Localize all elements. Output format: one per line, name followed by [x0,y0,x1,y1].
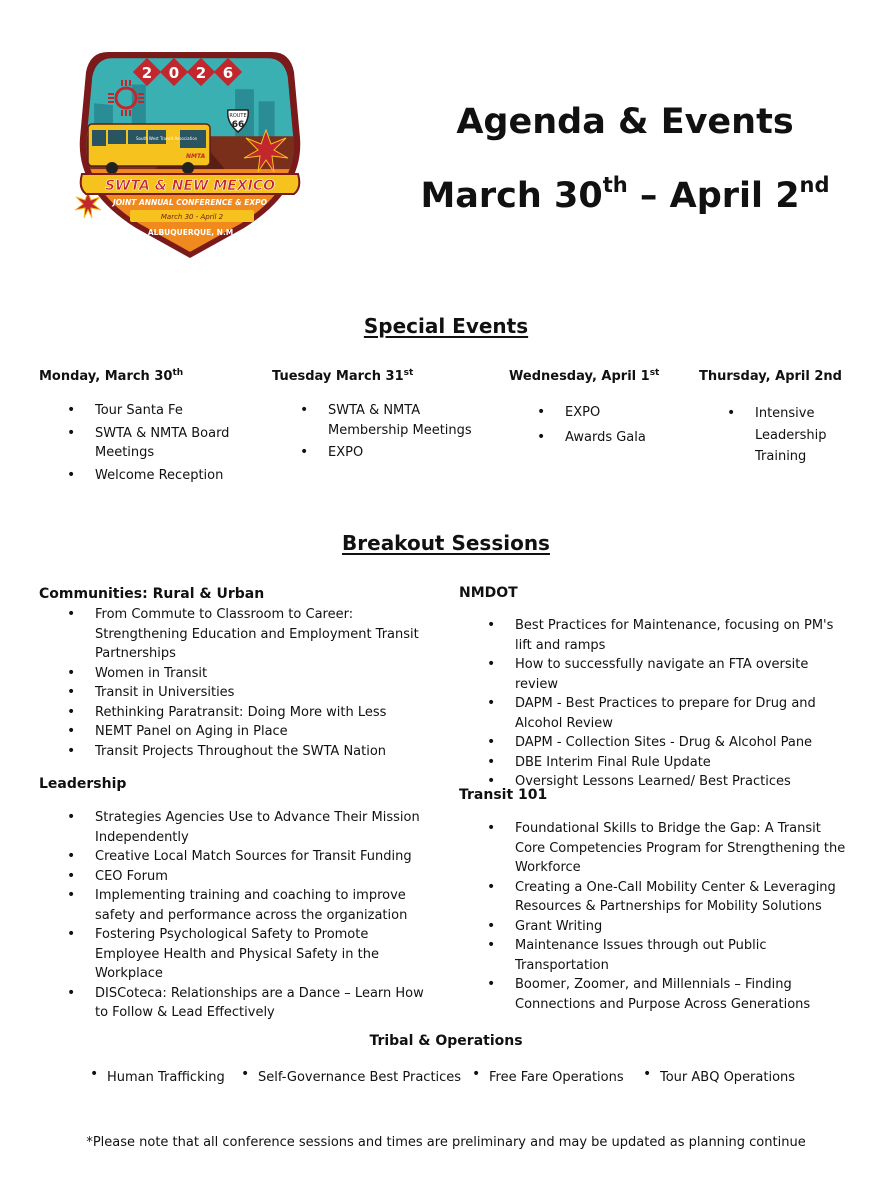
special-events-heading: Special Events [363,314,529,338]
list-item: • DISCoteca: Relationships are a Dance – Learn How to Follow & Lead Effectively [39,984,424,1023]
svg-text:NMTA: NMTA [186,153,206,160]
logo-year-digit-1: 2 [141,64,153,82]
list-item: • From Commute to Classroom to Career: Strengthening Education and Employment Transit Partnerships [39,605,424,664]
tribal-operations-heading: Tribal & Operations [369,1033,523,1049]
list-item: • DBE Interim Final Rule Update [459,753,854,773]
communities-heading: Communities: Rural & Urban [39,586,265,602]
day-wednesday-list [509,403,669,450]
day-tuesday-heading: Tuesday March 31st [272,368,414,384]
transit101-list [459,819,854,1014]
list-item: • DAPM - Best Practices to prepare for Drug and Alcohol Review [459,694,854,733]
logo-name: SWTA & NEW MEXICO [104,178,276,194]
list-item: • SWTA & NMTA Membership Meetings [272,401,477,440]
logo-year-digit-3: 2 [195,64,207,82]
page-title: Agenda & Events [456,102,794,142]
list-item: • Women in Transit [39,664,424,684]
transit101-heading: Transit 101 [459,787,548,803]
list-item: • Tour ABQ Operations [660,1070,795,1085]
footer-note: *Please note that all conference sessions and times are preliminary and may be updated as planning continue [86,1135,806,1150]
list-item: • How to successfully navigate an FTA oversite review [459,655,854,694]
list-item: • Awards Gala [509,428,669,448]
day-tuesday-list [272,401,477,466]
svg-text:66: 66 [231,120,245,130]
list-item: • Boomer, Zoomer, and Millennials – Finding Connections and Purpose Across Generations [459,975,854,1014]
list-item: • Creating a One-Call Mobility Center & Leveraging Resources & Partnerships for Mobility Solutions [459,878,854,917]
logo-year-digit-2: 0 [168,64,180,82]
svg-text:South West Transit Association: South West Transit Association [136,136,198,141]
list-item: • EXPO [509,403,669,423]
logo-year-digit-4: 6 [222,64,234,82]
list-item: • Maintenance Issues through out Public Transportation [459,936,854,975]
svg-text:ROUTE: ROUTE [229,113,247,119]
leadership-list [39,808,424,1023]
list-item: • Grant Writing [459,917,854,937]
list-item: • Human Trafficking [107,1070,225,1085]
conference-logo [68,40,312,264]
list-item: • Foundational Skills to Bridge the Gap: A Transit Core Competencies Program for Strengthening the Workforce [459,819,854,878]
list-item: • NEMT Panel on Aging in Place [39,722,424,742]
event-dates: March 30th – April 2nd [420,173,830,216]
communities-list [39,605,424,761]
list-item: • Welcome Reception [39,466,239,486]
list-item: • Intensive Leadership Training [699,403,839,468]
day-wednesday-heading: Wednesday, April 1st [509,368,660,384]
list-item: • Transit Projects Throughout the SWTA Nation [39,742,424,762]
list-item: • DAPM - Collection Sites - Drug & Alcohol Pane [459,733,854,753]
day-thursday-list [699,403,839,471]
list-item: • Self-Governance Best Practices [258,1070,461,1085]
day-thursday-heading: Thursday, April 2nd [699,369,842,384]
nmdot-list [459,616,854,792]
list-item: • Best Practices for Maintenance, focusing on PM's lift and ramps [459,616,854,655]
day-monday-heading: Monday, March 30th [39,368,184,384]
day-monday-list [39,401,239,488]
list-item: • Creative Local Match Sources for Transit Funding [39,847,424,867]
logo-dates: March 30 - April 2 [160,213,224,221]
list-item: • Tour Santa Fe [39,401,239,421]
nmdot-heading: NMDOT [459,585,518,601]
leadership-heading: Leadership [39,776,127,792]
list-item: • Rethinking Paratransit: Doing More with Less [39,703,424,723]
bus-icon [88,124,210,174]
list-item: • Transit in Universities [39,683,424,703]
breakout-sessions-heading: Breakout Sessions [342,531,550,555]
logo-location: ALBUQUERQUE, N.M. [147,228,237,237]
logo-subtitle: JOINT ANNUAL CONFERENCE & EXPO [112,198,268,207]
list-item: • Implementing training and coaching to improve safety and performance across the organization [39,886,424,925]
list-item: • Free Fare Operations [489,1070,624,1085]
list-item: • Fostering Psychological Safety to Promote Employee Health and Physical Safety in the Workplace [39,925,424,984]
list-item: • CEO Forum [39,867,424,887]
list-item: • EXPO [272,443,477,463]
list-item: • SWTA & NMTA Board Meetings [39,424,239,463]
list-item: • Strategies Agencies Use to Advance Their Mission Independently [39,808,424,847]
list-item: • Oversight Lessons Learned/ Best Practices [459,772,854,792]
